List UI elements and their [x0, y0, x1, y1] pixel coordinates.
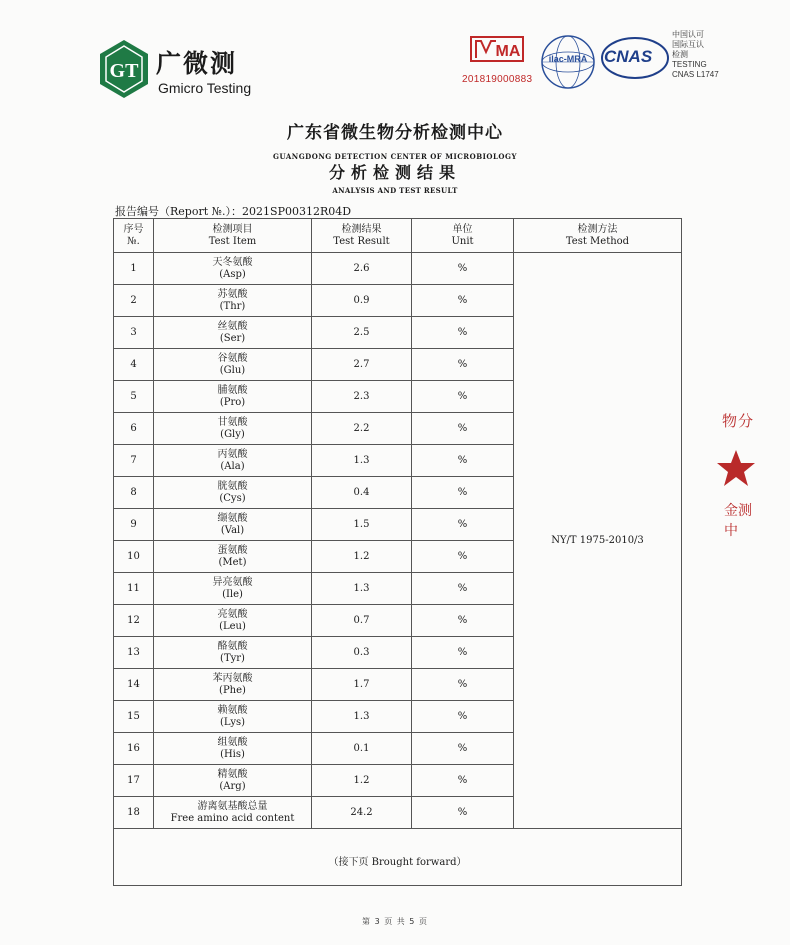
- row-no-cell: [114, 477, 154, 509]
- seal-text-top: 物分: [722, 412, 755, 430]
- row-no: 15: [127, 710, 140, 722]
- row-no: 8: [130, 486, 137, 498]
- row-unit: %: [457, 582, 468, 594]
- row-unit: %: [457, 454, 468, 466]
- cnas-label: CNAS: [604, 47, 653, 66]
- row-no-cell: [114, 637, 154, 669]
- row-unit-cell: [412, 413, 514, 445]
- row-item-cell: [154, 541, 312, 573]
- brought-forward-text: （接下页 Brought forward）: [328, 857, 467, 868]
- row-unit: %: [457, 518, 468, 530]
- row-result: 1.2: [353, 774, 370, 786]
- row-unit: %: [457, 326, 468, 338]
- row-no: 3: [130, 326, 137, 338]
- row-item-en: (Pro): [219, 396, 246, 408]
- row-item-cell: [154, 349, 312, 381]
- row-result: 2.5: [353, 326, 370, 338]
- row-item-cn: 丙氨酸: [217, 448, 248, 460]
- row-item-cell: [154, 477, 312, 509]
- row-item-cn: 组氨酸: [217, 736, 248, 748]
- row-unit-cell: [412, 253, 514, 285]
- row-item-cell: [154, 381, 312, 413]
- row-result-cell: [312, 765, 412, 797]
- row-item-cn: 谷氨酸: [217, 352, 248, 364]
- cnas-info-line: 中国认可: [672, 30, 704, 39]
- header-no: [114, 219, 154, 253]
- row-unit: %: [457, 390, 468, 402]
- test-method-cell: [514, 253, 682, 829]
- cma-number: 201819000883: [462, 74, 533, 85]
- row-no: 2: [130, 294, 137, 306]
- header-method-cn: 检测方法: [577, 223, 618, 235]
- row-result: 0.3: [353, 646, 370, 658]
- gt-hexagon-icon: [98, 38, 150, 100]
- row-item-en: (Glu): [219, 364, 246, 376]
- row-item-cell: [154, 701, 312, 733]
- row-no: 9: [130, 518, 137, 530]
- row-result-cell: [312, 349, 412, 381]
- page-number: 第 3 页 共 5 页: [362, 917, 428, 926]
- row-item-cell: [154, 605, 312, 637]
- doc-title-en: ANALYSIS AND TEST RESULT: [332, 186, 458, 195]
- row-no: 10: [127, 550, 140, 562]
- brought-forward-cell: [114, 829, 682, 886]
- row-unit: %: [457, 678, 468, 690]
- row-unit-cell: [412, 477, 514, 509]
- row-item-cell: [154, 445, 312, 477]
- row-no: 7: [130, 454, 137, 466]
- results-table: [113, 218, 682, 886]
- row-unit: %: [457, 614, 468, 626]
- row-result: 0.1: [353, 742, 370, 754]
- row-unit-cell: [412, 285, 514, 317]
- results-body: [114, 253, 682, 829]
- test-method: NY/T 1975-2010/3: [551, 534, 644, 546]
- table-footer-row: [114, 829, 682, 886]
- row-item-cn: 精氨酸: [217, 768, 248, 780]
- header-unit-cn: 单位: [452, 223, 473, 235]
- row-result: 1.5: [353, 518, 370, 530]
- row-unit-cell: [412, 669, 514, 701]
- row-no-cell: [114, 573, 154, 605]
- row-unit-cell: [412, 605, 514, 637]
- header-no-en: №.: [127, 235, 140, 247]
- row-no: 6: [130, 422, 137, 434]
- row-item-cell: [154, 573, 312, 605]
- row-no: 14: [127, 678, 140, 690]
- row-unit: %: [457, 262, 468, 274]
- logo-chinese-name: 广微测: [156, 49, 238, 78]
- row-unit: %: [457, 806, 468, 818]
- row-item-en: (Ala): [220, 460, 245, 472]
- cnas-info-line: CNAS L1747: [672, 70, 719, 79]
- cma-mark: [462, 30, 534, 90]
- row-item-cn: 甘氨酸: [217, 416, 248, 428]
- row-unit-cell: [412, 573, 514, 605]
- row-unit-cell: [412, 541, 514, 573]
- row-no-cell: [114, 317, 154, 349]
- row-no: 13: [127, 646, 140, 658]
- row-item-cn: 脯氨酸: [217, 384, 248, 396]
- org-title-en: GUANGDONG DETECTION CENTER OF MICROBIOLOGY: [273, 152, 517, 161]
- row-item-cell: [154, 253, 312, 285]
- row-unit-cell: [412, 765, 514, 797]
- row-item-cell: [154, 637, 312, 669]
- cma-label: MA: [495, 43, 521, 60]
- row-no-cell: [114, 797, 154, 829]
- row-no-cell: [114, 285, 154, 317]
- row-item-en: (Leu): [219, 620, 246, 632]
- row-result: 0.7: [353, 614, 370, 626]
- table-header-row: [114, 219, 682, 253]
- row-item-cell: [154, 797, 312, 829]
- row-item-cn: 酪氨酸: [217, 640, 248, 652]
- gmicro-logo: [98, 38, 258, 108]
- logo-english-name: Gmicro Testing: [158, 80, 252, 96]
- row-result-cell: [312, 253, 412, 285]
- row-no-cell: [114, 733, 154, 765]
- row-item-en: (Val): [220, 524, 245, 536]
- row-item-cell: [154, 317, 312, 349]
- row-unit: %: [457, 646, 468, 658]
- cnas-info-line: 检测: [672, 50, 688, 59]
- star-icon: [714, 448, 760, 488]
- row-result-cell: [312, 605, 412, 637]
- row-no: 4: [130, 358, 137, 370]
- row-unit-cell: [412, 733, 514, 765]
- row-item-cn: 丝氨酸: [217, 320, 248, 332]
- row-item-cn: 苏氨酸: [217, 288, 248, 300]
- row-unit: %: [457, 358, 468, 370]
- row-unit: %: [457, 774, 468, 786]
- row-result: 0.4: [353, 486, 370, 498]
- header-unit: [412, 219, 514, 253]
- row-unit-cell: [412, 381, 514, 413]
- row-no-cell: [114, 413, 154, 445]
- row-item-cn: 亮氨酸: [217, 608, 248, 620]
- row-item-cn: 异亮氨酸: [212, 576, 253, 588]
- row-result: 2.2: [353, 422, 370, 434]
- row-item-en: (Thr): [219, 300, 246, 312]
- row-result-cell: [312, 541, 412, 573]
- row-result: 2.3: [353, 390, 370, 402]
- row-result-cell: [312, 477, 412, 509]
- row-item-en: (Arg): [219, 780, 246, 792]
- header-no-cn: 序号: [123, 223, 144, 235]
- row-unit-cell: [412, 349, 514, 381]
- header-item: [154, 219, 312, 253]
- row-no-cell: [114, 605, 154, 637]
- row-item-cn: 天冬氨酸: [212, 256, 253, 268]
- row-unit: %: [457, 550, 468, 562]
- row-result: 1.2: [353, 550, 370, 562]
- row-result-cell: [312, 797, 412, 829]
- cma-logo-icon: [470, 36, 524, 62]
- row-result: 24.2: [350, 806, 373, 818]
- row-result: 1.3: [353, 710, 370, 722]
- row-item-en: (Lys): [219, 716, 246, 728]
- row-no: 17: [127, 774, 140, 786]
- row-unit-cell: [412, 637, 514, 669]
- doc-title-cn: 分析检测结果: [328, 163, 461, 182]
- row-no: 5: [130, 390, 137, 402]
- row-no-cell: [114, 381, 154, 413]
- row-result-cell: [312, 573, 412, 605]
- header-unit-en: Unit: [451, 235, 474, 247]
- row-result-cell: [312, 413, 412, 445]
- row-unit: %: [457, 486, 468, 498]
- row-no-cell: [114, 669, 154, 701]
- red-seal-stamp: [712, 404, 758, 538]
- row-result: 1.3: [353, 454, 370, 466]
- table-row: [114, 253, 682, 285]
- row-unit: %: [457, 742, 468, 754]
- row-item-cn: 赖氨酸: [217, 704, 248, 716]
- row-item-en: Free amino acid content: [170, 812, 295, 824]
- row-item-cn: 缬氨酸: [217, 512, 248, 524]
- row-result-cell: [312, 509, 412, 541]
- row-item-en: (Met): [218, 556, 247, 568]
- row-no-cell: [114, 509, 154, 541]
- org-title-cn: 广东省微生物分析检测中心: [287, 123, 503, 143]
- row-item-cn: 胱氨酸: [217, 480, 248, 492]
- cnas-mark: [600, 36, 670, 86]
- row-unit-cell: [412, 797, 514, 829]
- row-item-cell: [154, 733, 312, 765]
- row-result-cell: [312, 637, 412, 669]
- row-item-en: (Asp): [219, 268, 246, 280]
- row-item-cell: [154, 413, 312, 445]
- row-no-cell: [114, 253, 154, 285]
- row-unit-cell: [412, 509, 514, 541]
- header-result: [312, 219, 412, 253]
- row-item-en: (Phe): [219, 684, 246, 696]
- row-unit: %: [457, 294, 468, 306]
- row-item-en: (Ile): [222, 588, 243, 600]
- ilac-label: ilac-MRA: [548, 54, 588, 64]
- header-result-en: Test Result: [333, 235, 390, 247]
- row-result-cell: [312, 317, 412, 349]
- row-item-en: (Gly): [220, 428, 245, 440]
- row-no-cell: [114, 701, 154, 733]
- header-result-cn: 检测结果: [341, 223, 382, 235]
- row-no: 18: [127, 806, 140, 818]
- header-method-en: Test Method: [565, 235, 630, 247]
- logo-mark: GT: [109, 60, 139, 82]
- row-item-en: (Ser): [219, 332, 246, 344]
- cnas-info: [672, 30, 752, 80]
- row-item-en: (Cys): [219, 492, 246, 504]
- row-item-cell: [154, 285, 312, 317]
- row-unit: %: [457, 422, 468, 434]
- row-result-cell: [312, 701, 412, 733]
- row-item-cell: [154, 669, 312, 701]
- row-no-cell: [114, 541, 154, 573]
- header-item-cn: 检测项目: [212, 223, 253, 235]
- cnas-info-line: TESTING: [672, 60, 707, 69]
- row-item-cn: 游离氨基酸总量: [197, 800, 268, 812]
- row-unit: %: [457, 710, 468, 722]
- header-item-en: Test Item: [208, 235, 257, 247]
- seal-text-bottom: 金测中: [724, 503, 752, 539]
- row-unit-cell: [412, 317, 514, 349]
- row-item-en: (His): [220, 748, 245, 760]
- row-no: 11: [127, 582, 140, 594]
- row-unit-cell: [412, 445, 514, 477]
- report-number: 报告编号（Report №.）：2021SP00312R04D: [115, 205, 352, 218]
- row-result-cell: [312, 445, 412, 477]
- row-unit-cell: [412, 701, 514, 733]
- row-no: 16: [127, 742, 140, 754]
- row-result-cell: [312, 733, 412, 765]
- row-no-cell: [114, 349, 154, 381]
- row-item-cn: 苯丙氨酸: [212, 672, 253, 684]
- row-result: 2.6: [353, 262, 370, 274]
- cnas-info-line: 国际互认: [672, 40, 704, 49]
- ilac-mra-mark: [540, 34, 596, 90]
- row-result: 2.7: [353, 358, 370, 370]
- row-no: 1: [130, 262, 137, 274]
- row-no-cell: [114, 445, 154, 477]
- row-item-cell: [154, 765, 312, 797]
- row-result-cell: [312, 669, 412, 701]
- row-no: 12: [127, 614, 140, 626]
- header-method: [514, 219, 682, 253]
- row-result: 0.9: [353, 294, 370, 306]
- row-item-cell: [154, 509, 312, 541]
- row-result: 1.7: [353, 678, 370, 690]
- row-item-en: (Tyr): [220, 652, 245, 664]
- row-no-cell: [114, 765, 154, 797]
- row-result-cell: [312, 285, 412, 317]
- row-result: 1.3: [353, 582, 370, 594]
- row-item-cn: 蛋氨酸: [217, 544, 248, 556]
- row-result-cell: [312, 381, 412, 413]
